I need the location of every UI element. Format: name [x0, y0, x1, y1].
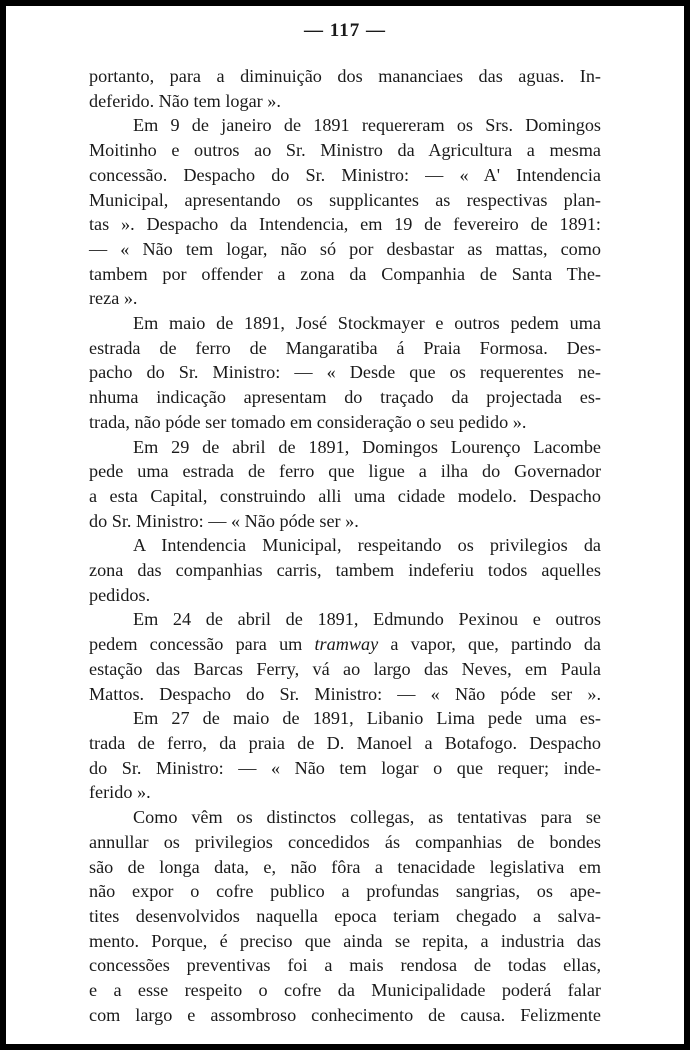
text-line: Em 24 de abril de 1891, Edmundo Pexinou e outros: [133, 609, 601, 630]
text-line: zona das companhias carris, tambem indeferiu todos aquelles: [89, 560, 601, 581]
text-line: do Sr. Ministro: — « Não tem logar o que requer; inde-: [89, 757, 601, 778]
text-segment: pedem concessão para um: [89, 634, 315, 655]
text-line: Em 9 de janeiro de 1891 requereram os Srs. Domingos: [133, 115, 601, 136]
text-line: trada de ferro, da praia de D. Manoel a Botafogo. Despacho: [89, 732, 601, 753]
text-line: nhuma indicação apresentam do traçado da projectada es-: [89, 387, 601, 408]
text-line: concessões preventivas foi a mais rendosa de todas ellas,: [89, 955, 601, 976]
text-line: Municipal, apresentando os supplicantes as respectivas plan-: [89, 189, 601, 210]
text-line: pacho do Sr. Ministro: — « Desde que os requerentes ne-: [89, 362, 601, 383]
text-line: trada, não póde ser tomado em consideração o seu pedido ».: [89, 411, 527, 432]
text-line: Em 27 de maio de 1891, Libanio Lima pede uma es-: [133, 708, 601, 729]
text-line: não expor o cofre publico a profundas sangrias, os ape-: [89, 881, 601, 902]
text-line: mento. Porque, é preciso que ainda se repita, a industria das: [89, 930, 601, 951]
text-line: — « Não tem logar, não só por desbastar as mattas, como: [89, 238, 601, 259]
text-line: tambem por offender a zona da Companhia de Santa The-: [89, 263, 601, 284]
text-line: e a esse respeito o cofre da Municipalidade poderá falar: [89, 980, 601, 1001]
body-text: [89, 64, 601, 1027]
text-line: com largo e assombroso conhecimento de causa. Felizmente: [89, 1004, 601, 1025]
text-line: do Sr. Ministro: — « Não póde ser ».: [89, 510, 359, 531]
text-line: Moitinho e outros ao Sr. Ministro da Agricultura a mesma: [89, 140, 601, 161]
page-number-header: — 117 —: [304, 20, 386, 41]
text-line: reza ».: [89, 288, 138, 309]
text-line: portanto, para a diminuição dos mananciaes das aguas. In-: [89, 66, 601, 86]
text-line: Como vêm os distinctos collegas, as tentativas para se: [133, 807, 601, 828]
text-line: tites desenvolvidos naquella epoca teriam chegado a salva-: [89, 905, 601, 926]
text-line: pedidos.: [89, 584, 151, 605]
text-line: annullar os privilegios concedidos ás companhias de bondes: [89, 831, 601, 852]
text-line: tas ». Despacho da Intendencia, em 19 de fevereiro de 1891:: [89, 214, 601, 235]
text-line: a esta Capital, construindo alli uma cidade modelo. Despacho: [89, 485, 601, 506]
text-line: estação das Barcas Ferry, vá ao largo das Neves, em Paula: [89, 658, 601, 679]
text-line: estrada de ferro de Mangaratiba á Praia Formosa. Des-: [89, 337, 601, 358]
text-line: concessão. Despacho do Sr. Ministro: — « A' Intendencia: [89, 164, 601, 185]
text-line: Mattos. Despacho do Sr. Ministro: — « Não póde ser ».: [89, 683, 601, 704]
document-page: [6, 6, 684, 1044]
text-segment: a vapor, que, partindo da: [378, 634, 601, 655]
text-line: pede uma estrada de ferro que ligue a ilha do Governador: [89, 461, 601, 482]
text-line: A Intendencia Municipal, respeitando os privilegios da: [133, 535, 601, 556]
text-line: Em maio de 1891, José Stockmayer e outros pedem uma: [133, 313, 601, 334]
text-line: [89, 632, 601, 657]
text-line: deferido. Não tem logar ».: [89, 90, 281, 111]
text-line: Em 29 de abril de 1891, Domingos Lourenço Lacombe: [133, 436, 601, 457]
text-line: ferido ».: [89, 782, 151, 803]
italic-term: tramway: [314, 634, 379, 655]
text-line: são de longa data, e, não fôra a tenacidade legislativa em: [89, 856, 601, 877]
